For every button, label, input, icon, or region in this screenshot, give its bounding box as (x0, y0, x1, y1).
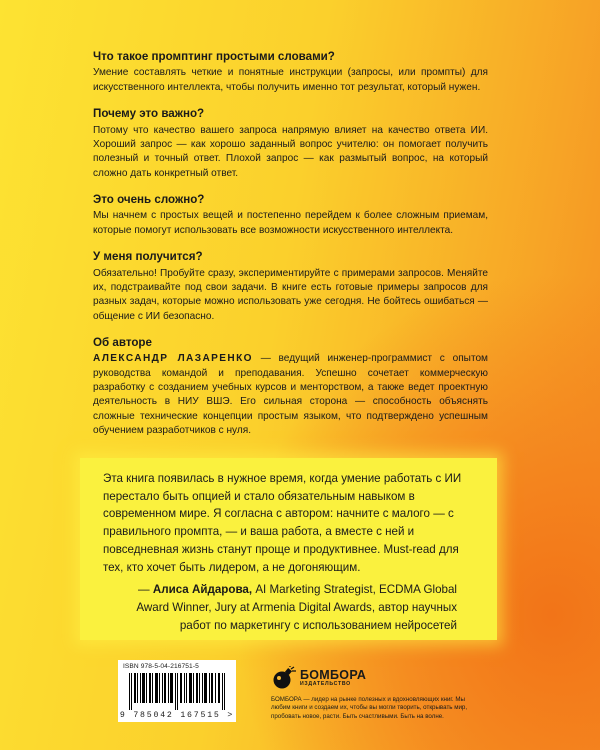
author-name: АЛЕКСАНДР ЛАЗАРЕНКО (93, 353, 253, 365)
signature-dash: — (138, 583, 153, 597)
faq-section-2 (93, 107, 488, 181)
publisher-tagline: БОМБОРА — лидер на рынке полезных и вдохновляющих книг. Мы любим книги и создаем их, чтобы вы могли творить, открывать мир, пробовать новое, расти. Быть счастливыми. Быть на волне. (271, 696, 468, 720)
author-bio (93, 352, 488, 438)
author-bio-text: — ведущий инженер-программист с опытом руководства командой и преподавания. Успешно сочетает коммерческую разработку с созданием учебных курсов и менторством, а также ведет проектную деятельность в НИУ ВШЭ. Его сильная сторона — способность объяснять сложные технические концепции простым языком, что подтверждено успешным обучением разработчиков с нуля. (93, 353, 489, 436)
isbn-label: ISBN 978-5-04-216751-5 (123, 663, 199, 670)
publisher-name: БОМБОРА (300, 667, 367, 682)
testimonial-box (80, 458, 497, 640)
testimonial-author: Алиса Айдарова, (152, 583, 253, 597)
about-heading: Об авторе (93, 335, 152, 349)
faq-answer: Потому что качество вашего запроса напрямую влияет на качество ответа ИИ. Хороший запрос — как хорошо заданный вопрос учителю: он помогает получить полезный и точный ответ. Плохой запрос — как размытый вопрос, на который сложно дать конкретный ответ. (93, 124, 488, 179)
barcode-graphic (129, 673, 227, 710)
barcode-digits: 9 785042 167515 > (119, 711, 235, 720)
faq-answer: Умение составлять четкие и понятные инструкции (запросы, или промпты) для искусственного интеллекта, чтобы получить именно тот результат, который нужен. (93, 67, 488, 93)
publisher-logo (271, 666, 471, 690)
faq-question: Почему это важно? (93, 107, 205, 121)
faq-answer: Обязательно! Пробуйте сразу, экспериментируйте с примерами запросов. Меняйте их, подстраивайте под свои задачи. В книге есть готовые примеры запросов для разных задач, которые можно использовать уже сегодня. Не бойтесь ошибаться — общение с ИИ безопасно. (93, 267, 488, 322)
testimonial-text: Эта книга появилась в нужное время, когда умение работать с ИИ перестало быть опцией и стало обязательным навыком в современном мире. Я согласна с автором: начните с малого — с правильного промпта, — и ваша работа, а вместе с ней и повседневная жизнь станут проще и продуктивнее. Must-read для тех, кто хочет быть лидером, а не догоняющим. (103, 472, 462, 574)
testimonial-signature (103, 581, 479, 634)
testimonial-credentials: AI Marketing Strategist, ECDMA Global Award Winner, Jury at Armenia Digital Awards, автор научных работ по маркетингу с использованием нейросетей (136, 583, 457, 632)
barcode-panel (118, 660, 236, 722)
publisher-block (271, 666, 471, 721)
about-author-section (93, 336, 488, 438)
faq-section-3 (93, 193, 488, 238)
faq-question: Что такое промптинг простыми словами? (93, 50, 335, 63)
faq-answer: Мы начнем с простых вещей и постепенно перейдем к более сложным приемам, которые помогут использовать все возможности искусственного интеллекта. (93, 210, 488, 236)
faq-question: У меня получится? (93, 250, 203, 264)
bomb-icon (271, 666, 297, 690)
faq-section-1 (93, 50, 488, 95)
back-cover-text (93, 50, 488, 450)
publisher-sub: ИЗДАТЕЛЬСТВО (300, 681, 351, 688)
faq-question: Это очень сложно? (93, 192, 205, 206)
faq-section-4 (93, 250, 488, 324)
